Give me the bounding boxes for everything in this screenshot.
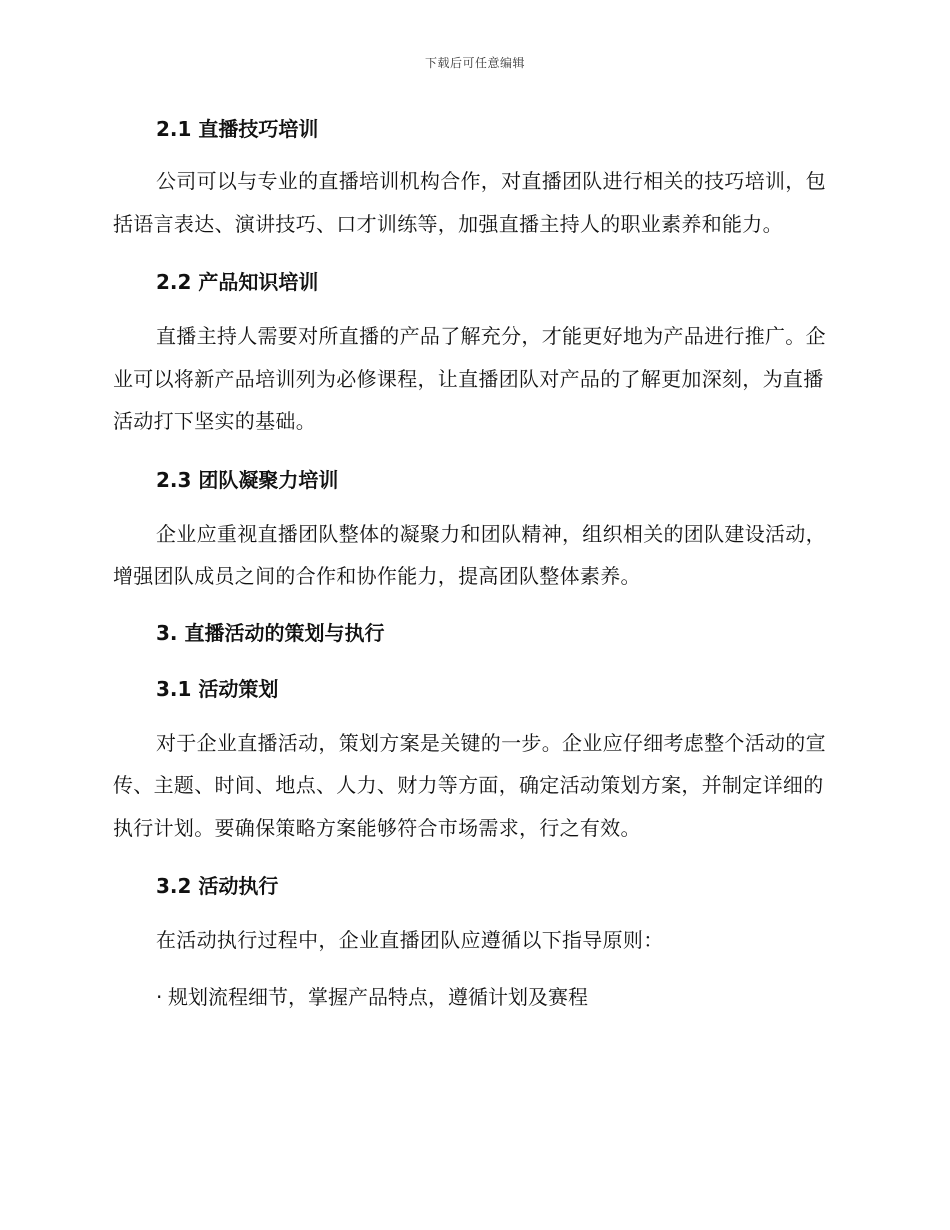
section-paragraph-3-2: 在活动执行过程中，企业直播团队应遵循以下指导原则： <box>156 928 664 952</box>
section-heading-2-3: 2.3 团队凝聚力培训 <box>156 467 339 492</box>
section-heading-3-2: 3.2 活动执行 <box>156 874 279 898</box>
section-paragraph-2-3: 企业应重视直播团队整体的凝聚力和团队精神，组织相关的团队建设活动，增强团队成员之间的合作和协作能力，提高团队整体素养。 <box>113 521 826 588</box>
header-note: 下载后可任意编辑 <box>424 56 525 70</box>
document-body <box>113 108 833 1018</box>
section-paragraph-2-1: 公司可以与专业的直播培训机构合作，对直播团队进行相关的技巧培训，包括语言表达、演讲技巧、口才训练等，加强直播主持人的职业素养和能力。 <box>113 169 826 236</box>
bullet-item <box>113 976 833 1018</box>
section-heading-2-1: 2.1 直播技巧培训 <box>156 117 319 141</box>
section-heading-2-2: 2.2 产品知识培训 <box>156 270 319 294</box>
bullet-marker: · <box>156 984 163 1009</box>
section-paragraph-3-1: 对于企业直播活动，策划方案是关键的一步。企业应仔细考虑整个活动的宣传、主题、时间、地点、人力、财力等方面，确定活动策划方案，并制定详细的执行计划。要确保策略方案能够符合市场需求，行之有效。 <box>113 730 826 840</box>
section-heading-3: 3. 直播活动的策划与执行 <box>156 620 385 645</box>
bullet-text: 规划流程细节，掌握产品特点，遵循计划及赛程 <box>168 984 588 1009</box>
section-paragraph-2-2: 直播主持人需要对所直播的产品了解充分，才能更好地为产品进行推广。企业可以将新产品培训列为必修课程，让直播团队对产品的了解更加深刻，为直播活动打下坚实的基础。 <box>113 324 826 433</box>
section-heading-3-1: 3.1 活动策划 <box>156 676 279 701</box>
